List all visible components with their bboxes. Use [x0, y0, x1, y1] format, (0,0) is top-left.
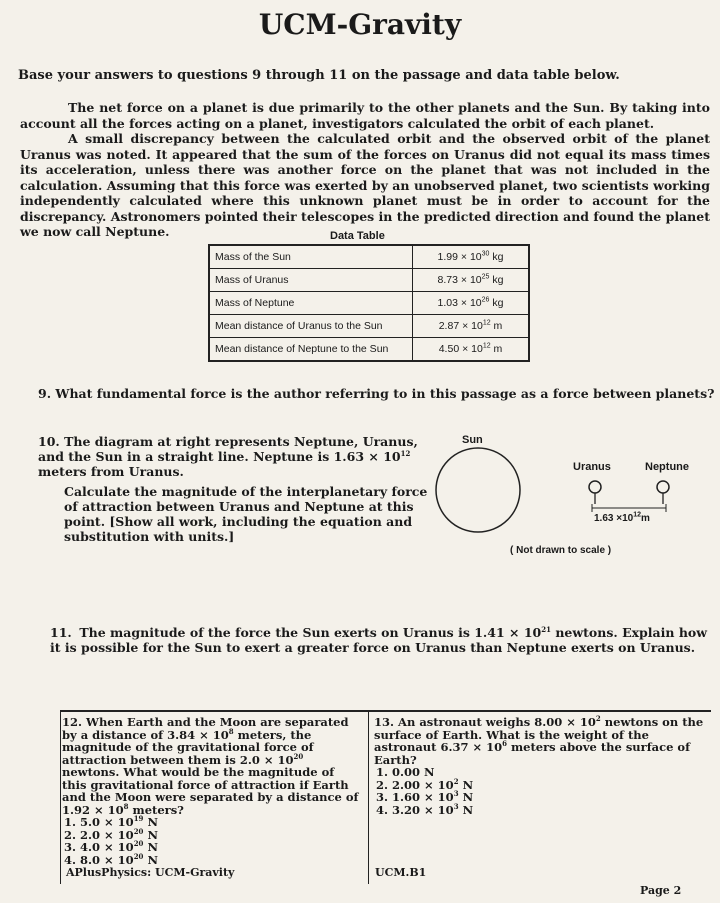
row-label: Mass of Uranus [209, 269, 413, 292]
instructions: Base your answers to questions 9 through 11 on the passage and data table below. [18, 68, 620, 83]
sun-circle [436, 448, 520, 532]
sun-label: Sun [462, 434, 483, 446]
page-title: UCM-Gravity [258, 8, 462, 41]
uranus-circle [589, 481, 601, 493]
row-label: Mass of Neptune [209, 292, 413, 315]
question-number: 13. [374, 715, 395, 729]
answer-choices [62, 816, 362, 866]
row-value: $8.73 \times 10^{25}$ kg [413, 269, 530, 292]
row-value: $1.99 \times 10^{30}$ kg [413, 245, 530, 269]
distance-label: $1.63 \times 10^{12}m$ [594, 511, 650, 524]
data-table-title: Data Table [330, 230, 385, 242]
row-value: $2.87 \times 10^{12}$ m [413, 315, 530, 338]
question-number: 11. [50, 625, 72, 640]
answer-choice[interactable]: 3. $4.0 \times 10^{20}$ N [64, 839, 158, 854]
question-13: 13. An astronaut weighs $8.00 \times 10^2$ newtons on the surface of Earth. What is the weight of the astronaut $6.37 \times 10^6$ meters above the surface of Earth? 1. 0.00 N 2. $2.00 \times 10^2$ N 3. $1.60 \times 10^3$ N 4. $3.20 \times 10^3$ N [374, 714, 704, 817]
planet-diagram [430, 440, 720, 550]
answer-choice[interactable]: 4. $3.20 \times 10^3$ N [376, 801, 474, 817]
answer-choice[interactable]: 2. $2.00 \times 10^2$ N [376, 776, 474, 792]
table-row [209, 292, 529, 315]
row-label: Mean distance of Neptune to the Sun [209, 338, 413, 362]
answer-choices [374, 766, 704, 816]
question-10-instructions: Calculate the magnitude of the interplanetary force of attraction between Uranus and Neptune at this point. [Show all work, including the equation and substitution with units.] [64, 484, 428, 544]
question-number: 12. [62, 715, 83, 729]
uranus-label: Uranus [573, 461, 611, 473]
question-text: What fundamental force is the author referring to in this passage as a force between planets? [55, 386, 715, 401]
row-value: $4.50 \times 10^{12}$ m [413, 338, 530, 362]
question-10: 10. The diagram at right represents Neptune, Uranus, and the Sun in a straight line. Neptune is $1.63 \times 10^{12}$ meters from Uranus. [38, 434, 418, 479]
answer-choice[interactable]: 3. $1.60 \times 10^3$ N [376, 789, 474, 804]
answer-choice[interactable]: 4. $8.0 \times 10^{20}$ N [64, 851, 158, 867]
answer-choice[interactable]: 1. 0.00 N [376, 765, 435, 779]
answer-choice[interactable]: 1. $5.0 \times 10^{19}$ N [64, 814, 158, 829]
row-label: Mean distance of Uranus to the Sun [209, 315, 413, 338]
table-row [209, 245, 529, 269]
data-table [208, 244, 530, 362]
table-row [209, 338, 529, 362]
column-divider [368, 712, 369, 884]
neptune-label: Neptune [645, 461, 689, 473]
question-number: 9. [38, 386, 52, 401]
answer-choice[interactable]: 2. $2.0 \times 10^{20}$ N [64, 826, 158, 842]
row-value: $1.03 \times 10^{26}$ kg [413, 292, 530, 315]
question-number: 10. [38, 434, 60, 449]
neptune-circle [657, 481, 669, 493]
question-11: 11. The magnitude of the force the Sun exerts on Uranus is $1.41 \times 10^{21}$ newtons. Explain how it is possible for the Sun to exert a greater force on Uranus than Neptune exerts on Uranus. [50, 624, 708, 655]
question-9 [38, 386, 714, 401]
scale-note: ( Not drawn to scale ) [510, 545, 612, 556]
footer-source: APlusPhysics: UCM-Gravity [66, 866, 235, 879]
passage-paragraph-1: The net force on a planet is due primarily to the other planets and the Sun. By taking into account all the forces acting on a planet, investigators calculated the orbit of each planet. [20, 100, 710, 131]
page-number: Page 2 [640, 884, 682, 897]
footer-code: UCM.B1 [375, 866, 427, 879]
table-row [209, 315, 529, 338]
passage [20, 100, 710, 240]
row-label: Mass of the Sun [209, 245, 413, 269]
question-12: 12. When Earth and the Moon are separated by a distance of $3.84 \times 10^8$ meters, the magnitude of the gravitational force of attraction between them is $2.0 \times 10^{20}$ newtons. What would be the magnitude of this gravitational force of attraction if Earth and the Moon were separated by a distance of $1.92 \times 10^8$ meters? 1. $5.0 \times 10^{19}$ N 2. $2.0 \times 10^{20}$ N 3. $4.0 \times 10^{20}$ N 4. $8.0 \times 10^{20}$ N [62, 716, 362, 866]
passage-paragraph-2: A small discrepancy between the calculated orbit and the observed orbit of the planet Uranus was noted. It appeared that the sum of the forces on Uranus did not equal its mass times its acceleration, unless there was another force on the planet that was not included in the calculation. Assuming that this force was exerted by an unobserved planet, two scientists working independently calculated where this unknown planet must be in order to account for the discrepancy. Astronomers pointed their telescopes in the predicted direction and found the planet we now call Neptune. [20, 131, 710, 239]
table-row [209, 269, 529, 292]
